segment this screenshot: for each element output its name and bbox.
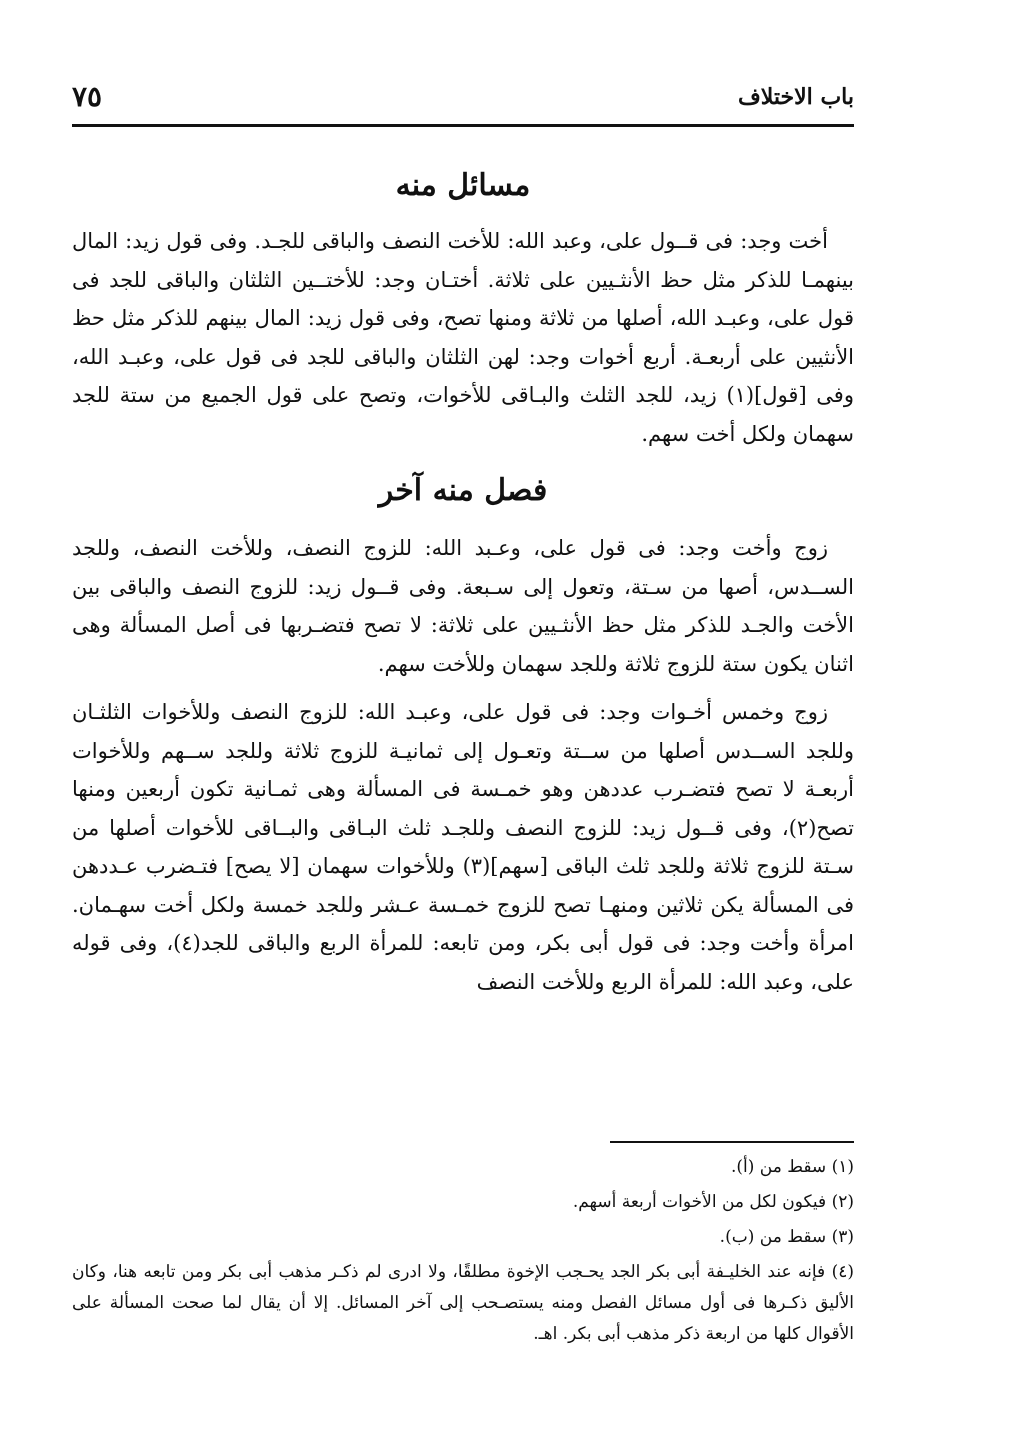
- paragraph-2: زوج وأخت وجد: فى قول على، وعـبد الله: للزوج النصف، وللأخت النصف، وللجد الســدس، أصها من سـتة، وتعول إلى سـبعة. وفى قــول زيد: للزوج النصف والباقى بين الأخت والجـد للذكر مثل حظ الأنثـيين على ثلاثة: لا تصح فتضـربها فى أصل المسألة وهى اثنان يكون ستة للزوج ثلاثة وللجد سهمان وللأخت سهم.: [72, 536, 854, 676]
- header-rule: [72, 124, 854, 127]
- paragraph-3: زوج وخمس أخـوات وجد: فى قول على، وعبـد الله: للزوج النصف وللأخوات الثلثـان وللجد الســدس أصلها من ســتة وتعـول إلى ثمانيـة للزوج ثلاثة وللجد ســهم وللأخوات أربعـة لا تصح فتضـرب عددهن وهو خمـسة فى المسألة وهى ثمـانية تكون أربعين ومنها تصح(٢)، وفى قــول زيد: للزوج النصف وللجـد ثلث البـاقى والبــاقى للأخوات أصلها من سـتة للزوج ثلاثة وللجد ثلث الباقى [سهم](٣) وللأخوات سهمان [لا يصح] فتـضرب عـددهن فى المسألة يكن ثلاثين ومنهـا تصح للزوج خمـسة عـشر وللجد خمسة ولكل أخت سهـمان. امرأة وأخت وجد: فى قول أبى بكر، ومن تابعه: للمرأة الربع والباقى للجد(٤)، وفى قوله على، وعبد الله: للمرأة الربع وللأخت النصف: [72, 700, 855, 994]
- main-text: [72, 158, 854, 1011]
- running-header: [72, 80, 854, 124]
- footnote-1: (١) سقط من (أ).: [730, 1157, 854, 1177]
- section-heading-1: مسائل منه: [395, 168, 531, 203]
- footnote-4: (٤) فإنه عند الخليـفة أبى بكر الجد يحـجب الإخوة مطلقًا، ولا ادرى لم ذكـر مذهب أبى بكر ومن تابعه هنا، وكان الأليق ذكـرها فى أول مسائل الفصل ومنه يستصـحب إلى آخر المسائل. إلا أن يقال لما صحت المسألة على الأقوال كلها من اربعة ذكر مذهب أبى بكر. اهـ.: [72, 1262, 854, 1344]
- paragraph-1: أخت وجد: فى قــول على، وعبد الله: للأخت النصف والباقى للجـد. وفى قول زيد: المال بينهمـا للذكر مثل حظ الأنثـيين على ثلاثة. أختـان وجد: للأختــين الثلثان والباقى للجد فى قول على، وعبـد الله، أصلها من ثلاثة ومنها تصح، وفى قول زيد: المال بينهم للذكر مثل حظ الأنثيين على أربعـة. أربع أخوات وجد: لهن الثلثان والباقى للجد فى قول على، وعبـد الله، وفى [قول](١) زيد، للجد الثلث والبـاقى للأخوات، وتصح على قول الجميع من ستة للجد سهمان ولكل أخت سهم.: [72, 229, 854, 446]
- footnote-2: (٢) فيكون لكل من الأخوات أربعة أسهم.: [572, 1192, 854, 1212]
- footnote-rule: [610, 1141, 854, 1143]
- running-title: باب الاختلاف: [737, 84, 854, 110]
- page-number: ٧٥: [72, 80, 103, 113]
- footnote-3: (٣) سقط من (ب).: [719, 1227, 854, 1247]
- section-heading-2: فصل منه آخر: [378, 473, 548, 508]
- footnotes: [72, 1152, 854, 1354]
